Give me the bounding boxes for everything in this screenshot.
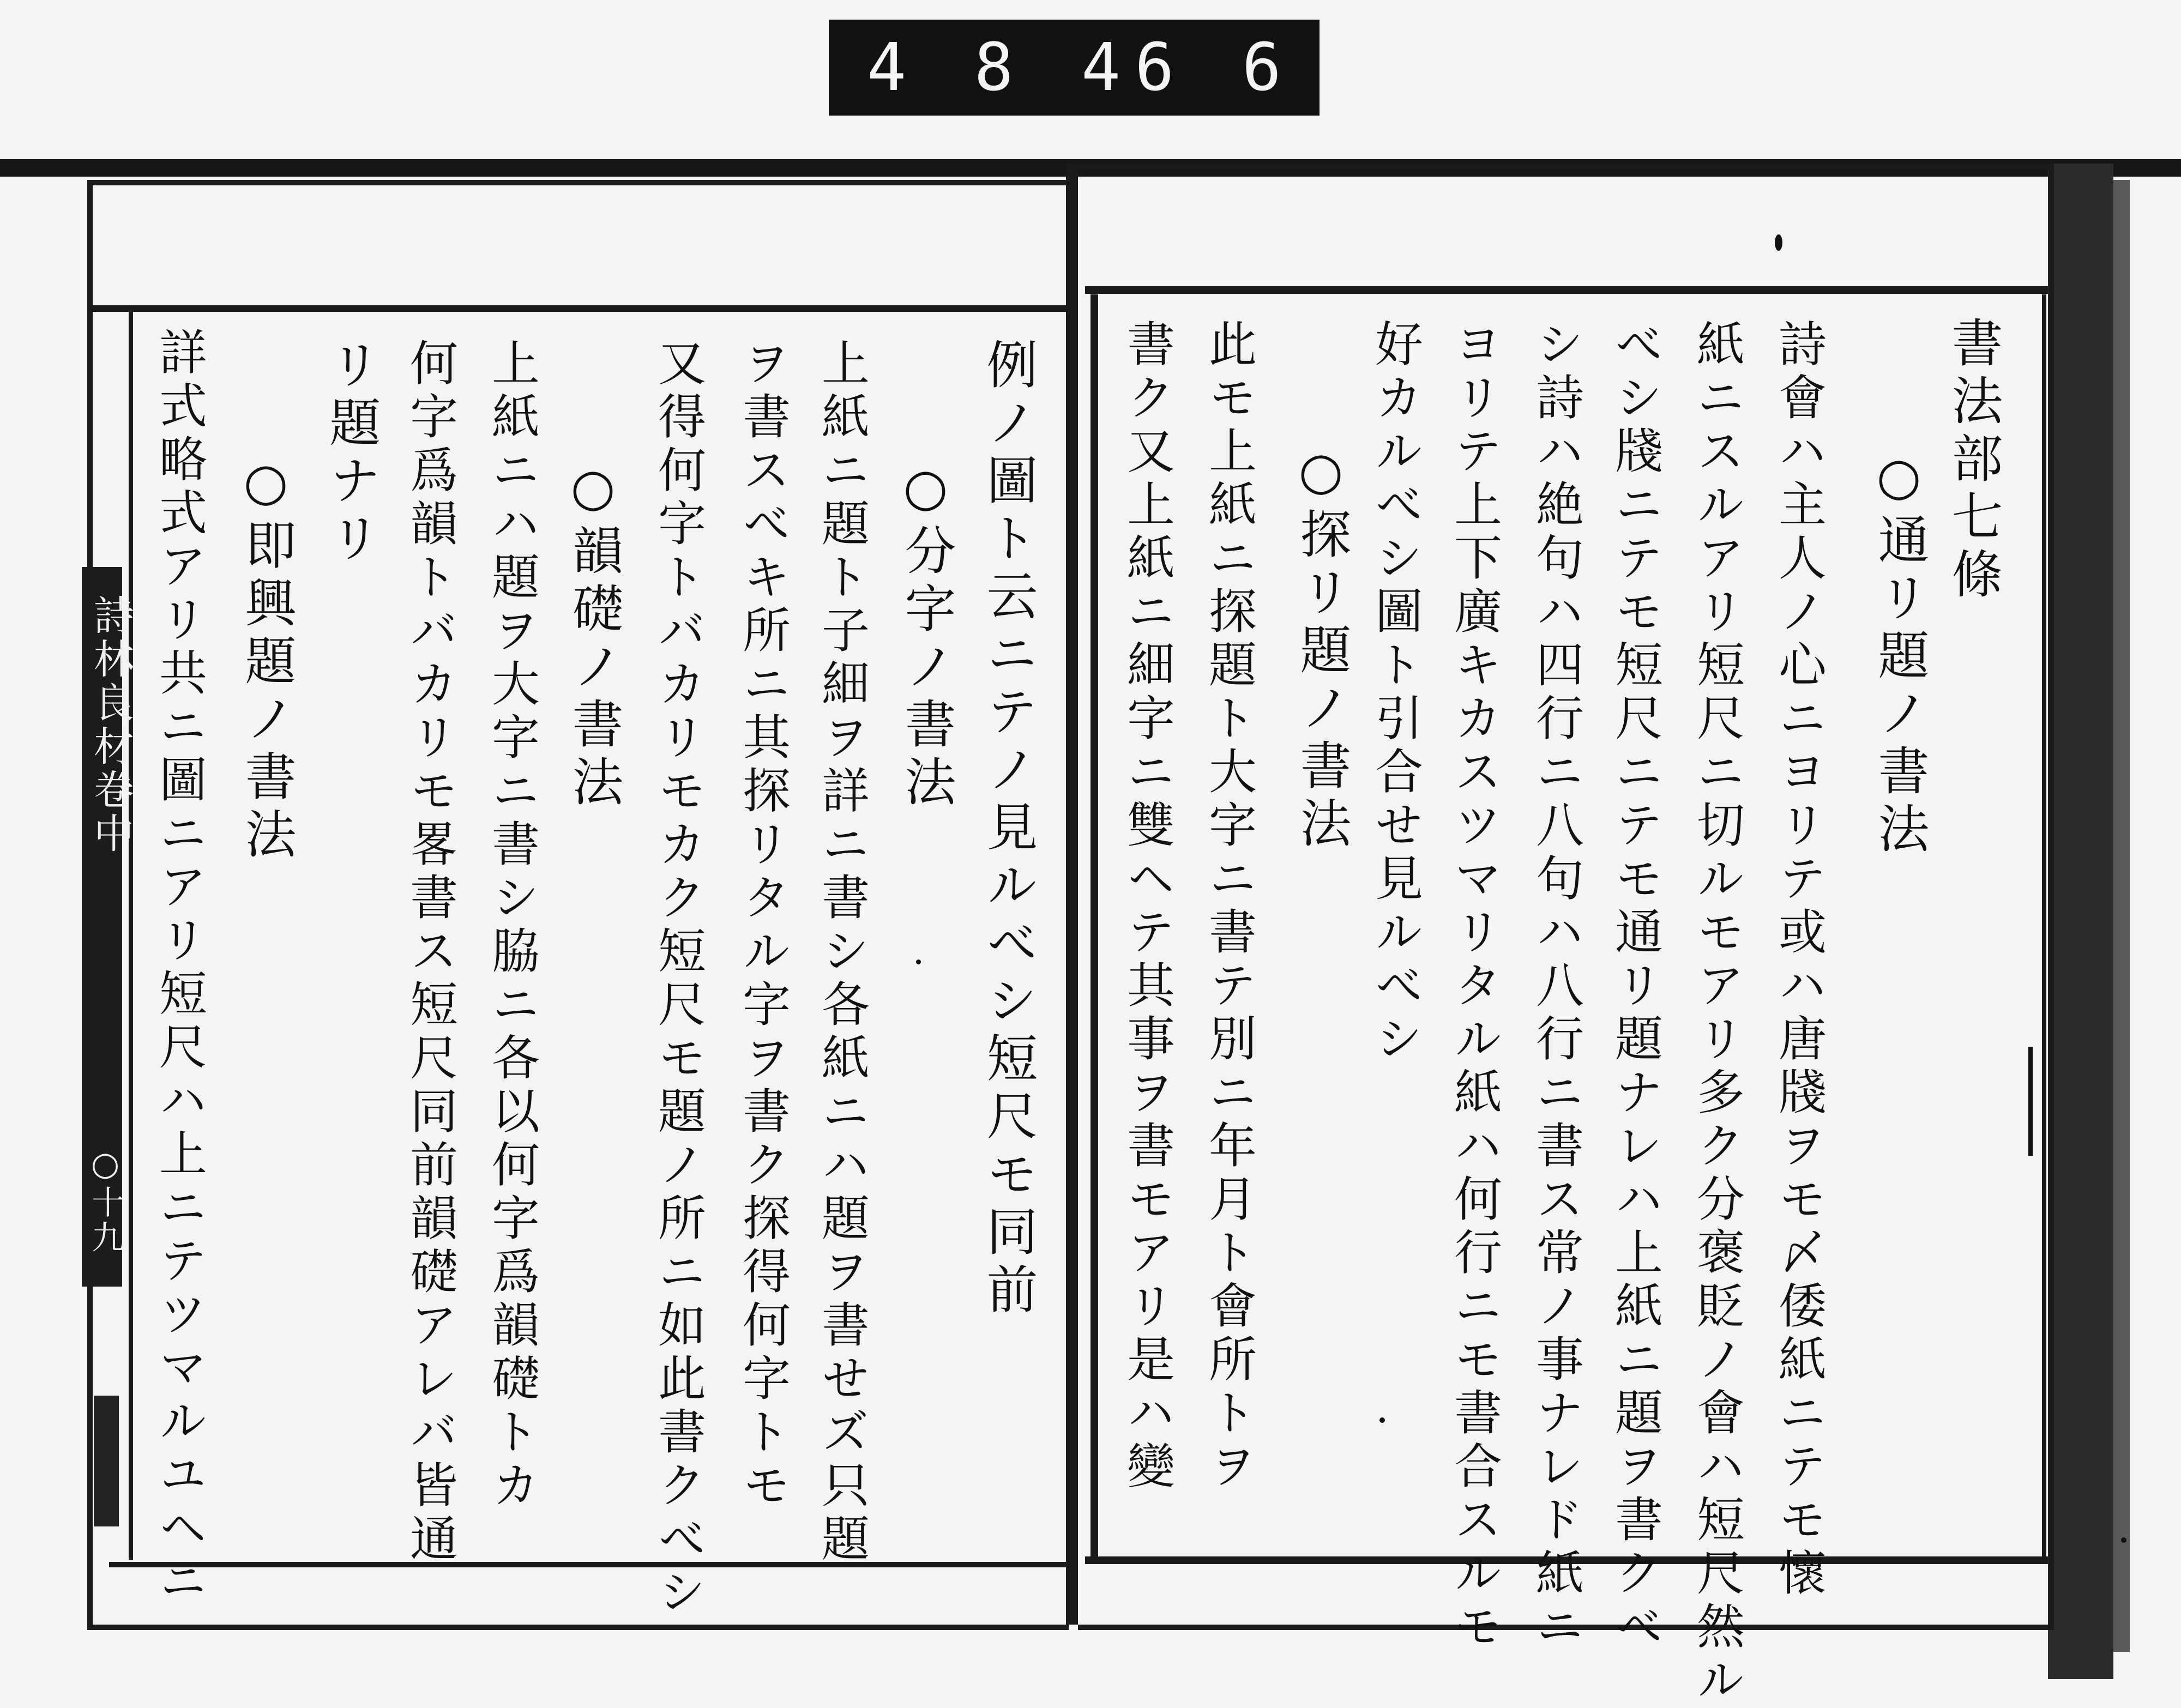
left-col-5: 又得何字トバカリモカク短尺モ題ノ所ニ如此書クべシ	[650, 338, 707, 1620]
edge-tab-title: 詩林良材卷中	[87, 594, 134, 856]
left-col-2: ○分字ノ書法	[896, 458, 955, 813]
scan-label	[829, 20, 1456, 116]
left-col-8: 何字爲韻トバカリモ畧書ス短尺同前韻礎アレバ皆通	[402, 338, 459, 1567]
book-spine	[2048, 164, 2113, 1679]
page-fold	[1066, 164, 1078, 1625]
left-col-7: 上紙ニハ題ヲ大字ニ書シ脇ニ各以何字爲韻礎トカ	[484, 338, 540, 1513]
scan-label-right: 6 6 5.	[1135, 29, 1456, 106]
scan-speck	[916, 959, 921, 964]
right-col-8: 好カルべシ圖ト引合せ見ルべシ	[1367, 319, 1424, 1067]
right-inner-border	[2042, 294, 2046, 1559]
left-inner-border	[129, 312, 133, 1560]
scan-speck	[1775, 234, 1782, 251]
left-col-10: ○即興題ノ書法	[236, 452, 296, 865]
right-col-1: 書法部七條	[1943, 316, 2002, 605]
scan-speck	[1379, 1417, 1385, 1423]
left-edge-tab-lower	[94, 1396, 119, 1526]
right-col-3: 詩會ハ主人ノ心ニヨリテ或ハ唐牋ヲモ〆倭紙ニテモ懷	[1771, 319, 1827, 1601]
left-col-4: ヲ書スべキ所ニ其探リタル字ヲ書ク探得何字トモ	[735, 338, 791, 1513]
book-spine-edge	[2113, 180, 2130, 1652]
left-col-9: リ題ナリ	[321, 338, 380, 569]
right-col-10: 此モ上紙ニ探題ト大字ニ書テ別ニ年月ト會所トヲ	[1201, 319, 1257, 1494]
left-header-rule	[87, 305, 1069, 312]
right-col-11: 書ク又上紙ニ細字ニ雙ヘテ其事ヲ書モアリ是ハ變	[1119, 319, 1176, 1494]
left-footer-rule	[109, 1562, 1066, 1567]
right-col-7: ヨリテ上下廣キカスツマリタル紙ハ何行ニモ書合スルモ	[1447, 319, 1503, 1655]
left-col-1: 例ノ圖ト云ニテノ見ルべシ短尺モ同前	[978, 338, 1037, 1320]
right-header-rule	[1085, 286, 2048, 294]
fold-inner-border	[1090, 294, 1098, 1559]
right-col-2: ○通リ題ノ書法	[1869, 447, 1929, 860]
scan-speck	[2121, 1537, 2126, 1543]
left-col-6: ○韻礎ノ書法	[563, 458, 623, 813]
right-col-9: ○探リ題ノ書法	[1291, 442, 1351, 854]
right-col-6: シ詩ハ絶句ハ四行ニ八句ハ八行ニ書ス常ノ事ナレド紙ニ	[1528, 319, 1584, 1655]
left-page-frame	[87, 180, 1069, 1630]
left-col-11: 詳式略式アリ共ニ圖ニアリ短尺ハ上ニテツマルユヘニ	[152, 327, 208, 1609]
edge-page-number: ○十九	[86, 1145, 124, 1255]
left-col-3: 上紙ニ題ト子細ヲ詳ニ書シ各紙ニハ題ヲ書せズ只題	[814, 338, 870, 1567]
spine-mark	[2028, 1047, 2033, 1156]
right-col-4: 紙ニスルアリ短尺ニ切ルモアリ多ク分褒貶ノ會ハ短尺然ル	[1689, 319, 1745, 1708]
scan-label-left: 4 8 4	[867, 29, 1135, 106]
right-col-5: べシ牋ニテモ短尺ニテモ通リ題ナレハ上紙ニ題ヲ書クべ	[1607, 319, 1664, 1655]
